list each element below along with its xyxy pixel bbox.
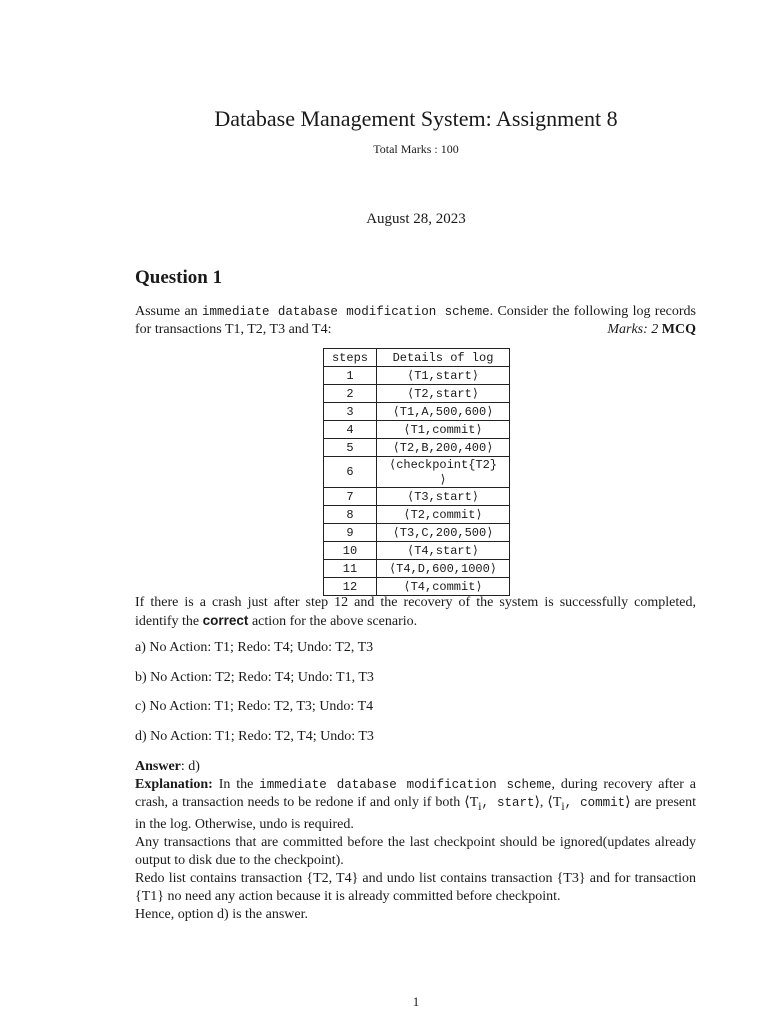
step-cell: 3 [324,403,377,421]
step-cell: 10 [324,542,377,560]
table-row [324,578,510,596]
log-cell: ⟨T3,C,200,500⟩ [377,524,510,542]
document-title: Database Management System: Assignment 8 [214,106,618,131]
prompt-text-2: action for the above scenario. [248,614,418,629]
table-row [324,439,510,457]
table-row [324,457,510,488]
explanation-conclusion: Hence, option d) is the answer. [135,906,309,922]
log-cell: ⟨T4,start⟩ [377,542,510,560]
page-number: 1 [412,994,420,1009]
log-cell: ⟨T3,start⟩ [377,488,510,506]
log-cell: ⟨T2,B,200,400⟩ [377,439,510,457]
step-cell: 12 [324,578,377,596]
answer-value: : d) [180,759,200,774]
table-header-row [324,349,510,367]
explanation-lists: Redo list contains transaction {T2, T4} and undo list contains transaction {T3} and for transaction {T1} no need any action because it is already committed before checkpoint. [135,870,696,904]
explanation-checkpoint: Any transactions that are committed before the last checkpoint should be ignored(updates already output to disk due to the checkpoint). [135,834,696,868]
marks-label: Marks: 2 [607,322,659,337]
explanation-paragraph [135,776,696,834]
step-cell: 5 [324,439,377,457]
answer-block [135,758,696,924]
log-cell: ⟨T1,A,500,600⟩ [377,403,510,421]
start-keyword: , start [481,796,535,810]
option-b: b) No Action: T2; Redo: T4; Undo: T1, T3 [135,670,374,685]
header-details: Details of log [377,349,510,367]
question-prompt [135,594,696,631]
subscript-i-2: i [561,799,565,813]
table-row [324,367,510,385]
table-row [324,542,510,560]
commit-keyword: , commit [564,796,626,810]
explanation-text-3: ⟩, ⟨T [534,795,562,810]
table-row [324,385,510,403]
intro-text: Assume an [135,304,203,319]
explanation-text-4: ⟩ are present in the log. Otherwise, undo is required. [135,795,697,832]
header-steps: steps [324,349,377,367]
intro-scheme: immediate database modification scheme [202,305,490,319]
step-cell: 2 [324,385,377,403]
log-cell: ⟨T1,start⟩ [377,367,510,385]
explanation-text-2: , during recovery after a crash, a transaction needs to be redone if and only if both ⟨T [135,777,697,810]
explanation-label: Explanation: [135,777,213,792]
step-cell: 4 [324,421,377,439]
option-d: d) No Action: T1; Redo: T2, T4; Undo: T3 [135,729,374,744]
table-row [324,524,510,542]
answer-line [135,758,696,776]
table-row [324,488,510,506]
prompt-text: If there is a crash just after step 12 and the recovery of the system is successfully completed, identify the [135,595,696,629]
table-row [324,421,510,439]
step-cell: 1 [324,367,377,385]
subscript-i: i [478,799,482,813]
step-cell: 9 [324,524,377,542]
step-cell: 11 [324,560,377,578]
document-date: August 28, 2023 [366,211,466,227]
table-row [324,506,510,524]
log-cell: ⟨T2,start⟩ [377,385,510,403]
table-row [324,560,510,578]
marks-info [607,321,696,339]
log-cell: ⟨T4,commit⟩ [377,578,510,596]
table-row [324,403,510,421]
question-heading: Question 1 [135,267,223,288]
explanation-text: In the [212,777,260,792]
step-cell: 8 [324,506,377,524]
prompt-emphasis: correct [202,613,249,628]
total-marks: Total Marks : 100 [373,142,459,156]
question-type: MCQ [661,322,696,337]
log-cell: ⟨T1,commit⟩ [377,421,510,439]
intro-text-2: . Consider the following log records for transactions T1, T2, T3 and T4: [135,304,696,337]
step-cell: 7 [324,488,377,506]
option-c: c) No Action: T1; Redo: T2, T3; Undo: T4 [135,699,374,714]
question-intro [135,303,696,339]
log-cell: ⟨T2,commit⟩ [377,506,510,524]
log-table [323,348,510,596]
answer-label: Answer [135,759,181,774]
log-cell: ⟨checkpoint{T2} ⟩ [377,457,510,488]
step-cell: 6 [324,457,377,488]
log-cell: ⟨T4,D,600,1000⟩ [377,560,510,578]
explanation-scheme: immediate database modification scheme [259,778,552,792]
option-a: a) No Action: T1; Redo: T4; Undo: T2, T3 [135,640,374,655]
